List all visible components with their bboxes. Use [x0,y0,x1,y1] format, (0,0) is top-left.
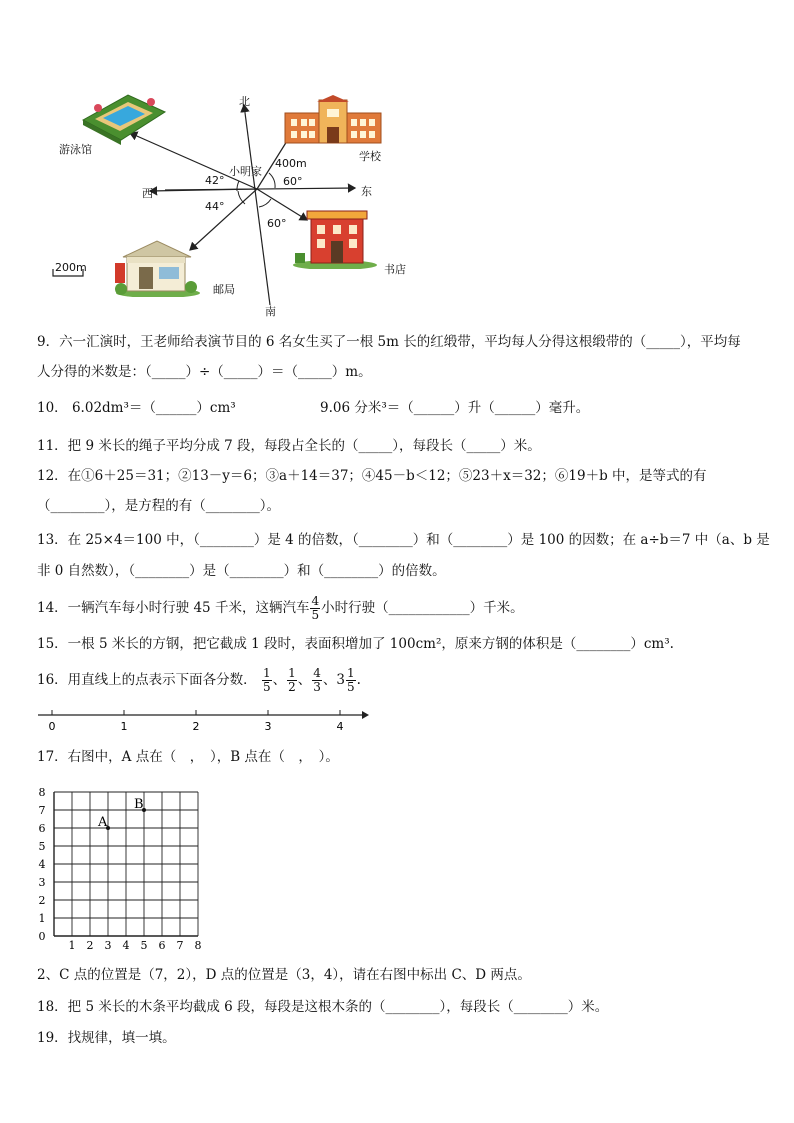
school-distance-label: 400m [275,157,307,170]
q16-separator-2: 、 [322,672,337,688]
question-14-text-post: 小时行驶（____________）千米。 [321,600,524,616]
grid-y-label-3: 3 [38,876,46,889]
grid-x-label-4: 4 [122,939,130,950]
question-18: 18．把 5 米长的木条平均截成 6 段，每段是这根木条的（________），每段长（________）米。 [37,999,609,1015]
q16-fraction-1 [287,667,297,694]
number-line-label-0: 0 [48,720,56,733]
q16-numerator-3: 1 [347,666,355,680]
post-office-icon [113,235,203,297]
question-17-part2: 2、C 点的位置是（7，2），D 点的位置是（3，4），请在右图中标出 C、D 两点。 [37,967,531,983]
number-line-label-1: 1 [120,720,128,733]
number-line-label-4: 4 [336,720,344,733]
grid-y-label-0: 0 [38,930,46,943]
grid-y-label-4: 4 [38,858,46,871]
question-10-part-b: 9.06 分米³＝（______）升（______）毫升。 [320,400,590,416]
angle-post: 44° [205,200,225,213]
question-10-part-a: 10． 6.02dm³＝（______）cm³ [37,400,236,416]
grid-y-label-6: 6 [38,822,46,835]
grid-y-label-8: 8 [38,786,46,799]
grid-x-label-5: 5 [140,939,148,950]
question-16-fractions [261,666,361,694]
grid-y-label-1: 1 [38,912,46,925]
coordinate-grid [36,780,211,950]
question-15: 15．一根 5 米长的方钢，把它截成 1 段时，表面积增加了 100cm²，原来方钢的体积是（________）cm³. [37,636,674,652]
number-line [36,706,376,736]
pool-label: 游泳馆 [59,143,92,156]
question-13-line1: 13．在 25×4＝100 中，（________）是 4 的倍数，（________）和（________）是 100 的因数；在 a÷b＝7 中（a、b 是 [37,532,770,548]
bookstore-label: 书店 [384,263,406,276]
grid-x-label-6: 6 [158,939,166,950]
q16-fraction-0 [262,667,272,694]
question-14-text-pre: 14．一辆汽车每小时行驶 45 千米，这辆汽车 [37,600,310,616]
grid-y-label-5: 5 [38,840,46,853]
school-label: 学校 [359,150,381,163]
q16-denominator-1: 2 [288,680,296,694]
swimming-pool-icon [73,90,168,145]
q16-fraction-2 [312,667,322,694]
direction-map [45,85,425,320]
q16-whole-3: 3 [336,672,345,688]
number-line-label-3: 3 [264,720,272,733]
west-label: 西 [142,187,153,200]
q16-numerator-2: 4 [313,666,321,680]
q16-denominator-0: 5 [262,680,271,694]
q14-numerator: 4 [311,594,320,608]
question-9-line2: 人分得的米数是：（_____）÷（_____）＝（_____）m。 [37,364,372,380]
question-9-line1: 9．六一汇演时，王老师给表演节目的 6 名女生买了一根 5m 长的红缎带，平均每人分得这根缎带的（_____），平均每 [37,334,741,350]
home-label: 小明家 [229,165,262,178]
grid-x-label-2: 2 [86,939,94,950]
school-icon [283,95,383,145]
grid-y-label-7: 7 [38,804,46,817]
q14-denominator: 5 [311,608,320,622]
question-13-line2: 非 0 自然数），（________）是（________）和（________）的倍数。 [37,563,446,579]
q16-separator-0: 、 [272,672,287,688]
angle-bookstore: 60° [267,217,287,230]
question-14 [37,592,524,624]
south-label: 南 [265,305,276,318]
point-b-label: B [134,797,144,812]
angle-pool: 42° [205,174,225,187]
q16-separator-1: 、 [297,672,312,688]
question-14-fraction [310,595,320,622]
grid-y-label-2: 2 [38,894,46,907]
question-17: 17．右图中，A 点在（ ， ），B 点在（ ， ）。 [37,749,339,765]
question-16 [37,664,361,696]
grid-x-label-3: 3 [104,939,112,950]
q16-denominator-3: 5 [347,680,355,694]
bookstore-icon [293,207,383,269]
number-line-label-2: 2 [192,720,200,733]
q16-fraction-3 [346,667,356,694]
question-11: 11．把 9 米长的绳子平均分成 7 段，每段占全长的（_____），每段长（_____）米。 [37,438,541,454]
post-office-label: 邮局 [213,283,235,296]
question-12-line1: 12．在①6＋25＝31；②13－y＝6；③a＋14＝37；④45－b＜12；⑤23＋x＝32；⑥19＋b 中，是等式的有 [37,468,707,484]
q16-separator-3: . [356,672,361,688]
north-label: 北 [239,95,250,108]
q16-numerator-1: 1 [288,666,296,680]
east-label: 东 [361,185,372,198]
question-19: 19．找规律，填一填。 [37,1030,176,1046]
q16-numerator-0: 1 [262,666,271,680]
grid-x-label-1: 1 [68,939,76,950]
scale-label: 200m [55,261,87,274]
angle-school: 60° [283,175,303,188]
question-16-text: 16．用直线上的点表示下面各分数． [37,672,257,688]
grid-x-label-7: 7 [176,939,184,950]
grid-x-label-8: 8 [194,939,202,950]
question-12-line2: （________），是方程的有（________）。 [37,498,280,514]
q16-denominator-2: 3 [313,680,321,694]
point-a-label: A [98,815,108,830]
